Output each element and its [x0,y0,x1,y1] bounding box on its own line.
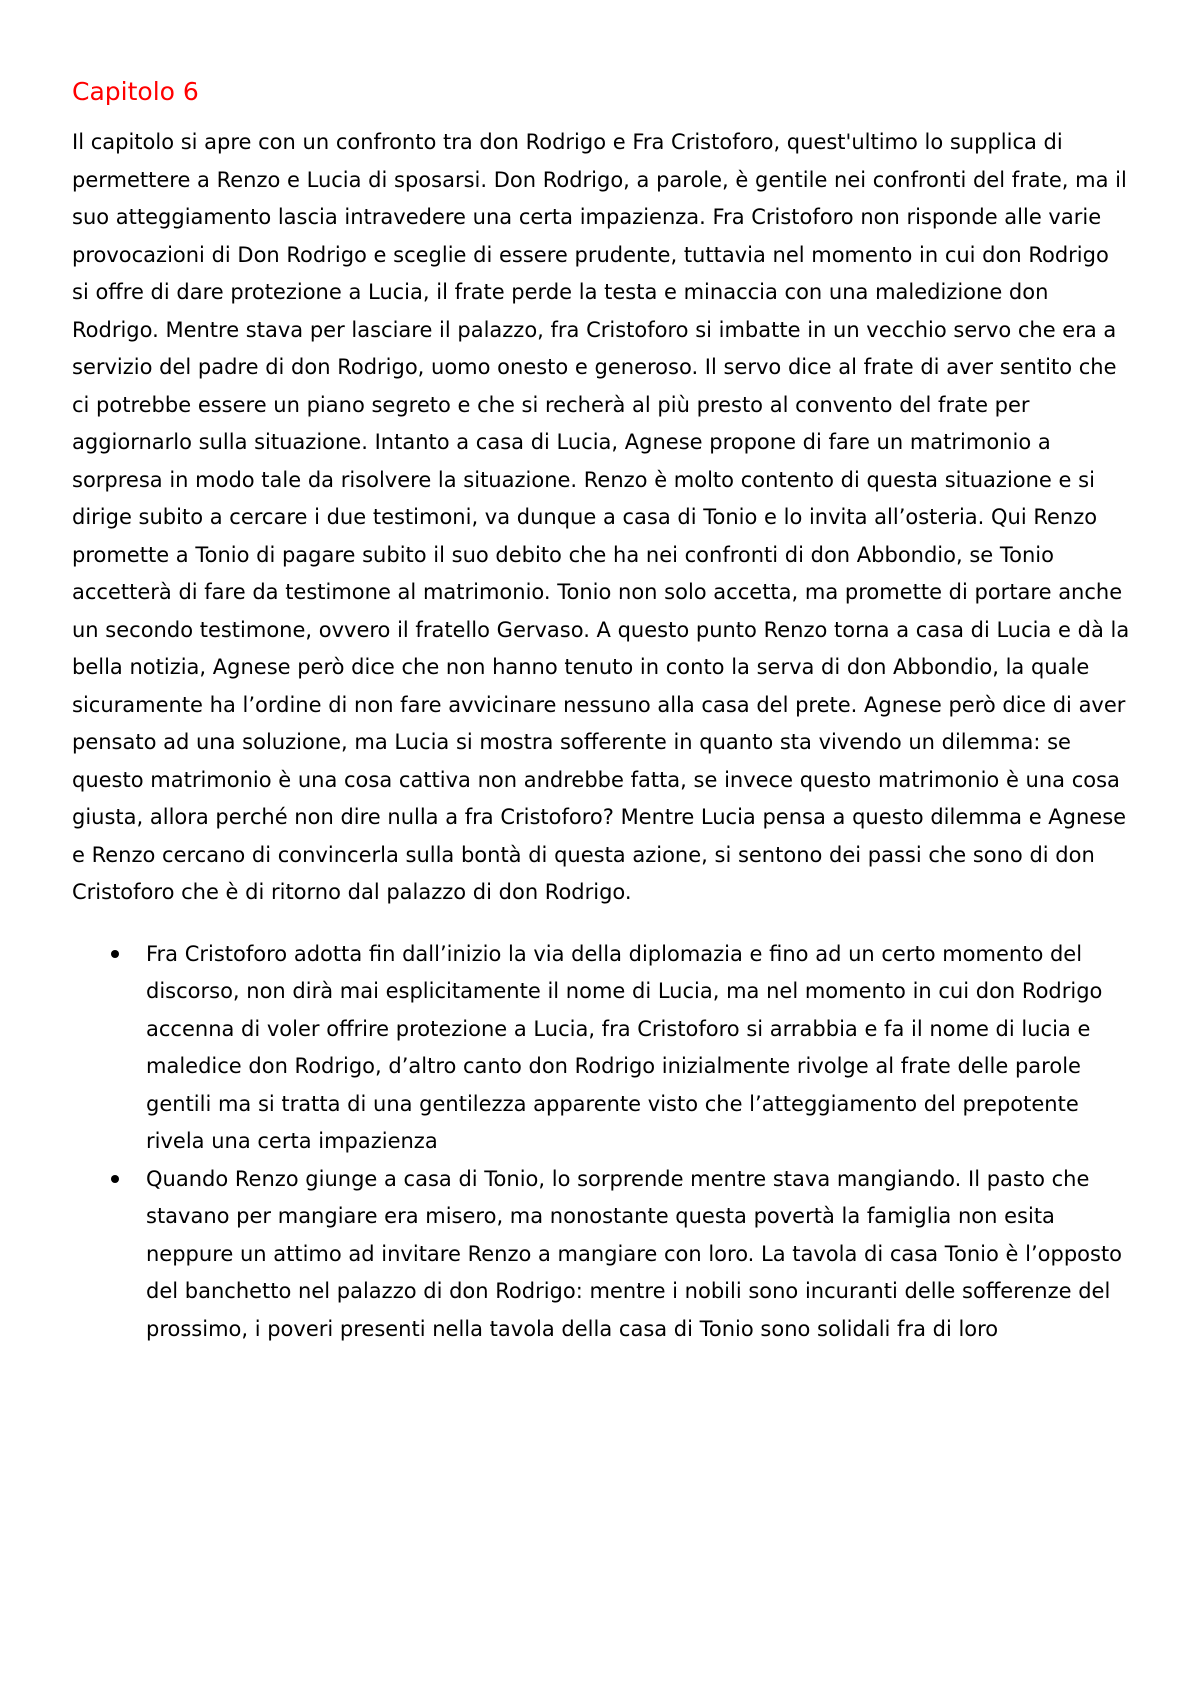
list-item [72,936,1132,1161]
chapter-title: Capitolo 6 [72,77,199,106]
bullet-list [72,936,1132,1349]
bullet-icon [111,1175,119,1183]
document-content [72,72,1132,1348]
bullet-icon [111,950,119,958]
summary-paragraph: Il capitolo si apre con un confronto tra don Rodrigo e Fra Cristoforo, quest'ultimo lo supplica di permettere a Renzo e Lucia di sposarsi. Don Rodrigo, a parole, è gentile nei confronti del frate, ma il suo atteggiamento lascia intravedere una certa impazienza. Fra Cristoforo non risponde alle varie provocazioni di Don Rodrigo e sceglie di essere prudente, tuttavia nel momento in cui don Rodrigo si offre di dare protezione a Lucia, il frate perde la testa e minaccia con una maledizione don Rodrigo. Mentre stava per lasciare il palazzo, fra Cristoforo si imbatte in un vecchio servo che era a servizio del padre di don Rodrigo, uomo onesto e generoso. Il servo dice al frate di aver sentito che ci potrebbe essere un piano segreto e che si recherà al più presto al convento del frate per aggiornarlo sulla situazione. Intanto a casa di Lucia, Agnese propone di fare un matrimonio a sorpresa in modo tale da risolvere la situazione. Renzo è molto contento di questa situazione e si dirige subito a cercare i due testimoni, va dunque a casa di Tonio e lo invita all’osteria. Qui Renzo promette a Tonio di pagare subito il suo debito che ha nei confronti di don Abbondio, se Tonio accetterà di fare da testimone al matrimonio. Tonio non solo accetta, ma promette di portare anche un secondo testimone, ovvero il fratello Gervaso. A questo punto Renzo torna a casa di Lucia e dà la bella notizia, Agnese però dice che non hanno tenuto in conto la serva di don Abbondio, la quale sicuramente ha l’ordine di non fare avvicinare nessuno alla casa del prete. Agnese però dice di aver pensato ad una soluzione, ma Lucia si mostra sofferente in quanto sta vivendo un dilemma: se questo matrimonio è una cosa cattiva non andrebbe fatta, se invece questo matrimonio è una cosa giusta, allora perché non dire nulla a fra Cristoforo? Mentre Lucia pensa a questo dilemma e Agnese e Renzo cercano di convincerla sulla bontà di questa azione, si sentono dei passi che sono di don Cristoforo che è di ritorno dal palazzo di don Rodrigo. [72,130,1130,904]
bullet-text: Quando Renzo giunge a casa di Tonio, lo sorprende mentre stava mangiando. Il pasto che stavano per mangiare era misero, ma nonostante questa povertà la famiglia non esita neppure un attimo ad invitare Renzo a mangiare con loro. La tavola di casa Tonio è l’opposto del banchetto nel palazzo di don Rodrigo: mentre i nobili sono incuranti delle sofferenze del prossimo, i poveri presenti nella tavola della casa di Tonio sono solidali fra di loro [146,1166,1123,1341]
bullet-text: Fra Cristoforo adotta fin dall’inizio la via della diplomazia e fino ad un certo momento del discorso, non dirà mai esplicitamente il nome di Lucia, ma nel momento in cui don Rodrigo accenna di voler offrire protezione a Lucia, fra Cristoforo si arrabbia e fa il nome di lucia e maledice don Rodrigo, d’altro canto don Rodrigo inizialmente rivolge al frate delle parole gentili ma si tratta di una gentilezza apparente visto che l’atteggiamento del prepotente rivela una certa impazienza [146,941,1103,1153]
list-item [72,1161,1132,1349]
